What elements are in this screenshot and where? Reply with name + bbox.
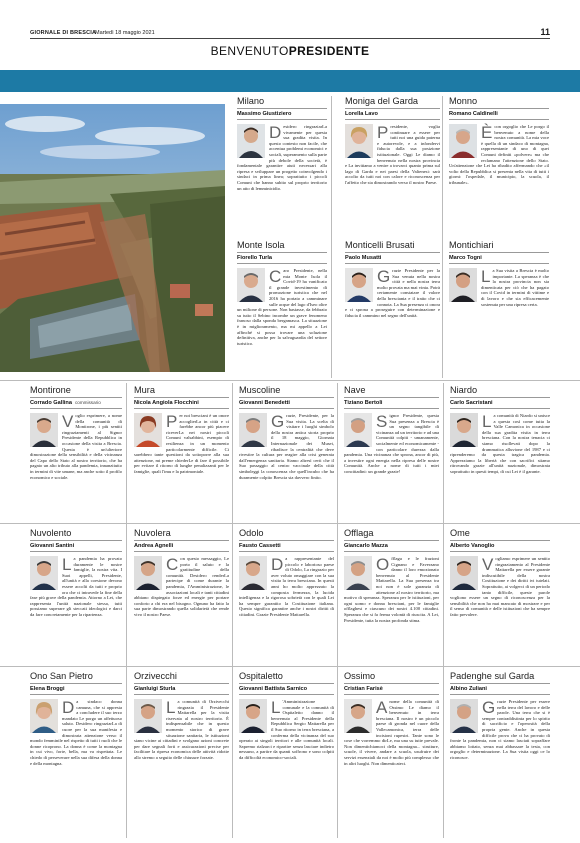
- title-strong: PRESIDENTE: [288, 44, 370, 58]
- town-name: Milano: [237, 96, 327, 109]
- message-monticelli-brusati: [345, 240, 440, 376]
- message-monno: [449, 96, 549, 231]
- mayor-name-text: Andrea Agnelli: [134, 543, 174, 549]
- mayor-name: [344, 684, 439, 695]
- portrait-photo: [134, 413, 162, 447]
- message-body: razie Presidente per la Sua venuta nella nostra città e nella nostra terra molto provata ma mai vinta. Potrà certamente constatare il valore della bresciania e il tratto che ci connota. La Sua presenza ci onora e ci sprona a proseguire con determinazione e fiducia il cammino nel segno dell'unità.: [345, 268, 440, 318]
- drop-cap: L: [62, 555, 72, 574]
- message-body: a pandemia ha provato duramente le nostre famiglie, la nostra vita. I Suoi appelli, Presidente, all'unità e alla coesione devono essere accolti da tutti e proprio ora che ci intravede la fine della fase più grave della pandemia. Attorno a Lei, che rappresenta l'unità nazionale stessa, tutti possiamo superare gli steccati ideologici e darci da fare concretamente per la ripartenza.: [30, 556, 122, 617]
- town-name: Nuvolento: [30, 528, 122, 541]
- mayor-name: [345, 253, 440, 264]
- portrait-photo: [237, 268, 265, 302]
- message-muscoline: [239, 385, 334, 520]
- message-ome: [450, 528, 550, 663]
- mayor-name: [30, 684, 122, 695]
- portrait-photo: [449, 268, 477, 302]
- mayor-name: [30, 541, 122, 552]
- message-nave: [344, 385, 439, 520]
- mayor-name-text: Elena Broggi: [30, 686, 65, 692]
- drop-cap: V: [482, 555, 494, 574]
- row-separator: [0, 666, 580, 667]
- message-body: residente, voglia continuare a essere per tutti noi una guida paterna e autorevole, e a infondervi fiducia dalla sua posizione istituzionale. Oggi Le diamo il benvenuto nella nostra provincia e La invitiamo a venire a trovarci quanto prima sul lago di Garda e nei paesi della Valtenesi: sarà accolto da tutti noi con calore e riconoscenza per l'affetto che sta dimostrando verso il nostro Paese.: [345, 124, 440, 185]
- drop-cap: P: [166, 412, 178, 431]
- town-name: Orzivecchi: [134, 671, 229, 684]
- mayor-name-text: Nicola Angiola Flocchini: [134, 400, 199, 406]
- message-body: a comunità di Niardo si unisce a questa così come tutta la Valle Camonica in occasione della sua gradita visita in terra bresciana. Con la nostra tenacia ci siamo risollevati dopo la drammatica alluvione del 1987 e ci riprenderemo da questa tragica pandemia. Apprezziamo la libertà che con sacrifici stiamo ritrovando grazie all'unità nazionale, dimostrata soprattutto in questi tempi, di cui Lei è il garante.: [450, 413, 550, 474]
- town-name: Montirone: [30, 385, 122, 398]
- town-name: Odolo: [239, 528, 334, 541]
- col-separator: [331, 96, 332, 378]
- drop-cap: O: [376, 555, 390, 574]
- portrait-photo: [134, 556, 162, 590]
- mayor-name-text: Fiorello Turla: [237, 255, 273, 261]
- drop-cap: G: [482, 698, 496, 717]
- town-name: Offlaga: [344, 528, 439, 541]
- aerial-photo: [0, 104, 225, 372]
- mayor-name: [237, 253, 327, 264]
- drop-cap: C: [269, 267, 282, 286]
- message-padenghe-sul-garda: [450, 671, 550, 837]
- mayor-name: [450, 398, 550, 409]
- town-name: Ossimo: [344, 671, 439, 684]
- drop-cap: L: [166, 698, 176, 717]
- message-body: oglio esprimere, a nome della comunità di Montirone, i più sentiti ringraziamenti al Signor Presidente della Repubblica in occasione della visita a Brescia. Questa è un'ulteriore dimostrazione della sensibilità e della vicinanza del Capo dello Stato al nostro territorio, che ha pagato un alto tributo alla pandemia, innanzitutto in termini di vite umane, ma anche sotto il profilo economico e sociale.: [30, 413, 122, 480]
- portrait-photo: [30, 413, 58, 447]
- mayor-name: [134, 684, 229, 695]
- town-name: Padenghe sul Garda: [450, 671, 550, 684]
- town-name: Ono San Pietro: [30, 671, 122, 684]
- drop-cap: D: [271, 555, 284, 574]
- newspaper-name: GIORNALE DI BRESCIA: [30, 30, 97, 36]
- mayor-name-text: Paolo Musatti: [345, 255, 382, 261]
- col-separator: [443, 383, 444, 838]
- drop-cap: A: [376, 698, 388, 717]
- mayor-name-text: Alberto Vanoglio: [450, 543, 495, 549]
- message-body: esidero ringraziarLa vivamente per questa sua gradita visita. In questo contesto non facile, che accentua problemi economici e sociali, superamento sulla parte più debole della società, è fondamentale garantire aiuti necessari alla ripresa e sviluppare un progetto coinvolgendo i sindaci in prima linea; soprattutto i piccoli Comuni che hanno subito sul proprio territorio un atto di lemminicidio.: [237, 124, 327, 191]
- portrait-photo: [237, 124, 265, 158]
- portrait-photo: [450, 556, 478, 590]
- portrait-photo: [30, 556, 58, 590]
- message-body: fflaga e le frazioni Cignano e Faverzano danno il loro emozionato benvenuto al Presidente Mattarella. La Sua presenza tra noi non è sole garanzia di attenzione al nostro territorio, ma motivo di speranza. Speranza per le istituzioni, per ogni uomo e donna bresciani, per le famiglie offlaghesi e ciascuno dei nostri 4.100 cittadini. Speranza che si fa ferma volontà di riuscita. A Lei, Presidente, tutta la nostra profonda stima.: [344, 556, 439, 623]
- portrait-photo: [30, 699, 58, 733]
- message-body: razie, Presidente, per la Sua visita. La scelta di visitare i luoghi simbolo della nostra antica storia proprio il 18 maggio, Giornata Internazionale dei Musei, ribadisce la centralità che deve rivestire la cultura per reagire alla crisi generata dall'emergenza sanitaria. Siamo altresì certi che il Suo passaggio al centro vaccinale della città simboleggi la conoscenza che quell'incubo che ha duramente colpito Brescia sia davvero finito.: [239, 413, 334, 480]
- mayor-name-text: Giovanni Benedetti: [239, 400, 290, 406]
- issue-date: Martedì 18 maggio 2021: [95, 30, 155, 36]
- town-name: Ospitaletto: [239, 671, 334, 684]
- mayor-name-text: Giancarlo Mazza: [344, 543, 388, 549]
- drop-cap: L: [271, 698, 281, 717]
- mayor-name: [344, 541, 439, 552]
- portrait-photo: [344, 699, 372, 733]
- portrait-photo: [134, 699, 162, 733]
- message-body: ogliamo esprimere un sentito ringraziamento al Presidente Mattarella per essere garante indiscutibile della nostra Costituzione e dei diritti ivi tutelati. Soprattutto, ai volgerci di un periodo tanto difficile, queste parole vogliono essere un segno di riconoscenza per la sensibilità che non ha mai mancato di mostrare e per il senso di comunità e delle istituzioni che ha sempre fatto prevalere.: [450, 556, 550, 617]
- drop-cap: S: [376, 412, 388, 431]
- mayor-name: [450, 541, 550, 552]
- town-name: Niardo: [450, 385, 550, 398]
- portrait-photo: [450, 699, 478, 733]
- message-orzivecchi: [134, 671, 229, 837]
- mayor-name-text: Massimo Giustiziero: [237, 111, 292, 117]
- drop-cap: V: [62, 412, 74, 431]
- mayor-name: [344, 398, 439, 409]
- town-name: Montichiari: [449, 240, 549, 253]
- blue-band: [0, 70, 580, 92]
- message-body: a sindaco donna camuna, che si appresta a concludere il suo terzo mandato Le porgo un affettuoso saluto. Desidero ringraziarLa di cuore per la sua manifesta e dimostrata attenzione verso il mondo femminile nel rispetto di tutti i ruoli che le donne ricoprono. La donna è come la montagna in cui vivo, forte, bella, ma va rispettata. Le chiedo di perseverare nella sua difesa della donna e della montagna.: [30, 699, 122, 766]
- header-rule: [30, 38, 550, 39]
- mayor-role: commissario: [74, 400, 101, 405]
- message-body: con orgoglio che Le porgo il benvenuto a nome della nostra comunità. La mia voce è quella di un sindaco di montagna, rappresentante di uno di quei Comuni definiti «polvere» ma che reclamano l'attenzione dello Stato. Un'attenzione che Lei ha ribadito affermando che «il volto della Repubblica si presenta nella vita di tutti i giorni: l'ospedale, il municipio, la scuola, il tribunale».: [449, 124, 549, 185]
- town-name: Mura: [134, 385, 229, 398]
- town-name: Monno: [449, 96, 549, 109]
- portrait-photo: [239, 413, 267, 447]
- message-body: a Sua visita a Brescia è molto importante. La speranza è che la nostra provincia non sia dimenticata per ciò che ha pagato con il Covid in termini di vittime e di lavoro e che sia efficacemente sostenuta per una ripresa certa.: [481, 268, 549, 307]
- message-body: nome della comunità di Ossimo Le diamo il benvenuto in terra bresciana. Il nostro è un piccolo paese di gronda nel cuore della Vallecamonica, terra delle incisioni rupestri. Tante sono le cose che vorremmo dirLe, ma una su tutte prevale. Non dimentichiamoci della montagna... strutture, scuole, il vivere, andare a scuola, usufruire dei servizi essenziali da noi è molto più complesso che in altri luoghi. Non dimenticateci.: [344, 699, 439, 766]
- message-mura: [134, 385, 229, 520]
- mayor-name-text: Cristian Farisè: [344, 686, 383, 692]
- mayor-name-text: Romano Caldinelli: [449, 111, 498, 117]
- mayor-name-text: Carlo Sacristani: [450, 400, 493, 406]
- message-ono-san-pietro: [30, 671, 122, 837]
- portrait-photo: [344, 556, 372, 590]
- mayor-name: [449, 253, 549, 264]
- page-header: [0, 0, 580, 40]
- portrait-photo: [345, 124, 373, 158]
- mayor-name-text: Tiziano Bertoli: [344, 400, 383, 406]
- drop-cap: C: [166, 555, 179, 574]
- drop-cap: L: [481, 267, 491, 286]
- mayor-name: [134, 541, 229, 552]
- message-body: a rappresentante del piccolo e laborioso paese di Odolo, La ringrazio per aver voluto omaggiare con la sua visita la terra bresciana. In questi anni ho molto apprezzato la composta fermezza, la lucida intelligenza e la rigorosa sobrietà con le quali Lei ha sempre garantito la Costituzione italiana. Questo significa garantire anche i nostri diritti di cittadini. Grazie Presidente Mattarella.: [239, 556, 334, 617]
- town-name: Ome: [450, 528, 550, 541]
- mayor-name-text: Lorella Lavo: [345, 111, 378, 117]
- drop-cap: L: [482, 412, 492, 431]
- mayor-name-text: Marco Togni: [449, 255, 482, 261]
- mayor-name: [345, 109, 440, 120]
- message-monte-isola: [237, 240, 327, 376]
- drop-cap: G: [271, 412, 285, 431]
- message-ossimo: [344, 671, 439, 837]
- section-title: [0, 44, 580, 58]
- town-name: Moniga del Garda: [345, 96, 440, 109]
- page-number: 11: [540, 27, 550, 37]
- portrait-photo: [345, 268, 373, 302]
- col-separator: [337, 383, 338, 838]
- message-niardo: [450, 385, 550, 520]
- drop-cap: G: [377, 267, 391, 286]
- portrait-photo: [449, 124, 477, 158]
- row-separator: [0, 523, 580, 524]
- drop-cap: D: [62, 698, 75, 717]
- portrait-photo: [344, 413, 372, 447]
- message-milano: [237, 96, 327, 231]
- mayor-name-text: Albino Zuliani: [450, 686, 487, 692]
- town-name: Monticelli Brusati: [345, 240, 440, 253]
- message-body: er noi bresciani è un onore accoglierLa in città e ci farebbe ancor più piacere riceverLa nei nostri piccoli Comuni valsabbini, esempio di resilienza in un momento particolarmente difficile. Ci sarebbero tante questioni da sottoporre alla sua attenzione, mi preme chiederLe di fare il possibile per evitare il ritorno di lunghe penalizzanti per le famiglie, quali l'imu e la patrimoniale.: [134, 413, 229, 474]
- row-separator: [0, 380, 580, 381]
- message-body: razie Presidente per essere nella terra del lavoro e delle parole. Una terra che si è sempre contraddistinta per lo spirito di sacrificio e l'operosità della propria gente. Anche in questa difficile prova che ci ha provato di fronte la pandemia, non ci siamo lasciati sopraffare abbiamo lottato, senza mai abbassare la testa, con orgoglio e determinazione. La Sua visita oggi ce lo riconosce.: [450, 699, 550, 760]
- message-nuvolera: [134, 528, 229, 663]
- drop-cap: P: [377, 123, 389, 142]
- mayor-name: [237, 109, 327, 120]
- town-name: Monte Isola: [237, 240, 327, 253]
- mayor-name: [239, 398, 334, 409]
- mayor-name-text: Fausto Cassetti: [239, 543, 281, 549]
- mayor-name: [239, 541, 334, 552]
- mayor-name: [449, 109, 549, 120]
- mayor-name: [450, 684, 550, 695]
- town-name: Nuvolera: [134, 528, 229, 541]
- message-body: on questo messaggio, Le porto il saluto e la gratitudine della comunità. Desidero renderLa partecipe di come durante la pandemia, l'Amministrazione, le associazioni locali e tanti cittadini abbiano dispiegato forze ed energie per portare conforto a chi era nel bisogno. Ognuno ha fatto la sua parte dimostrando quella solidarietà che rende vivo il nostro Paese.: [134, 556, 229, 617]
- portrait-photo: [450, 413, 478, 447]
- town-name: Muscoline: [239, 385, 334, 398]
- message-body: aro Presidente, nella mia Monte Isola il Covid-19 ha vanificato il grande investimento di promozione turistica che nel 2016 ha portato a camminare sulle acque del lago d'Iseo oltre un milione di persone. Non bastasse, da febbraio su tutto il Sebino incombe un grave fenomeno franoso dalla sponda bergamasca. La situazione è in miglioramento, ma mi appello a Lei affinché si possa trovare una soluzione definitiva, anche per la salvaguardia del settore turistico.: [237, 268, 327, 346]
- col-separator: [126, 383, 127, 838]
- mayor-name-text: Gianluigi Sturla: [134, 686, 176, 692]
- portrait-photo: [239, 699, 267, 733]
- title-prefix: BENVENUTO: [210, 44, 289, 58]
- town-name: Nave: [344, 385, 439, 398]
- col-separator: [442, 96, 443, 378]
- col-separator: [232, 383, 233, 838]
- drop-cap: È: [481, 123, 493, 142]
- portrait-photo: [239, 556, 267, 590]
- mayor-name-text: Giovanni Battista Sarnico: [239, 686, 308, 692]
- message-body: 'Amministrazione comunale e la comunità di Ospitaletto danno il benvenuto al Presidente della Repubblica Sergio Mattarella per il Suo ritorno in terra bresciana, a conferma della vicinanza del suo operato ai singoli territori e alle comunità locali. Sapremo rialzarci e ripartire senza lasciare indietro nessuno, a partire da quanti soffrono e sono colpiti da difficoltà economico-sociali.: [239, 699, 334, 760]
- mayor-name-text: Corrado Gallina: [30, 400, 72, 406]
- mayor-name: [134, 398, 229, 409]
- message-offlaga: [344, 528, 439, 663]
- mayor-name-text: Giovanni Santini: [30, 543, 75, 549]
- message-body: a comunità di Orzivecchi ringrazia il Presidente Mattarella per la visita riservata al nostro territorio. È indispensabile che in questo momento storico di grave situazione sanitaria, le istituzioni siano vicine ai cittadini e svolgano azioni concrete per dare segnali forti e assicurazioni precise per facilitare la ripresa economica delle attività ridotte allo stremo a seguito delle chiusure forzate.: [134, 699, 229, 760]
- message-nuvolento: [30, 528, 122, 663]
- message-moniga-del-garda: [345, 96, 440, 231]
- drop-cap: D: [269, 123, 282, 142]
- mayor-name: [30, 398, 122, 409]
- message-montirone: [30, 385, 122, 520]
- mayor-name: [239, 684, 334, 695]
- message-montichiari: [449, 240, 549, 376]
- message-ospitaletto: [239, 671, 334, 837]
- message-body: ignor Presidente, questa Sua presenza a Brescia è un segno tangibile di vicinanza ad un territorio e ad una Comunità colpiti - umanamente, socialmente ed economicamente - con particolare durezza dalla pandemia. Una vicinanza che sprona, ancor di più, a investire ogni energia nella ripresa delle nostre Comunità. Anche a nome di tutti i miei concittadini: un grande grazie!: [344, 413, 439, 474]
- message-odolo: [239, 528, 334, 663]
